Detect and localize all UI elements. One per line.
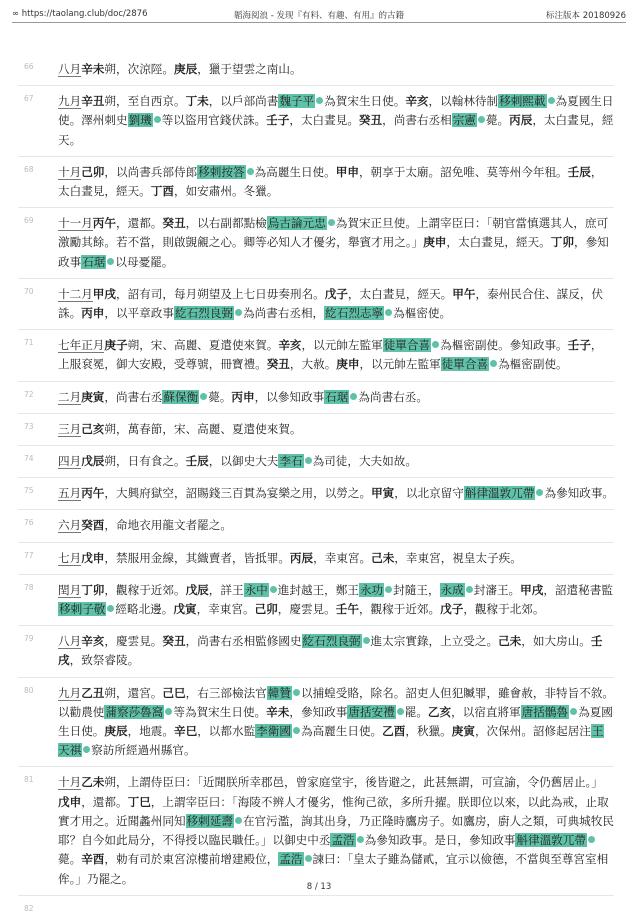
line-number: 75 <box>24 486 34 496</box>
person-tag[interactable]: 孟浩 <box>331 833 355 848</box>
line-text: 十月己卯，以尚書兵部侍郎移剌按答 為高麗生日使。甲申，朝享于太廟。詔免唯、莫等州今年租。壬辰，太白晝見，經天。丁酉，如安肅州。冬獵。 <box>58 164 603 199</box>
text-line <box>18 549 614 575</box>
line-text: 七年正月庚子朔，宋、高麗、夏遣使來賀。辛亥，以元帥左監軍徒單合喜 為樞密副使。參知政事。壬子，上服袞冕，御大安殿，受尊號，冊寶禮。癸丑，大赦。庚申，以元帥左監軍徒單合喜 為樞密副使。 <box>58 338 603 372</box>
person-tag[interactable]: 王天祺 <box>58 724 604 758</box>
text-line <box>18 684 614 768</box>
line-number: 68 <box>24 164 34 174</box>
line-number: 73 <box>24 421 34 431</box>
person-tag[interactable]: 移剌熙載 <box>499 94 546 109</box>
line-number: 67 <box>24 94 34 104</box>
header-version: 标注版本 20180926 <box>546 11 626 21</box>
person-tag[interactable]: 李石 <box>279 454 303 469</box>
person-tag[interactable]: 劉璣 <box>128 113 152 128</box>
person-tag[interactable]: 蒲察莎魯窩 <box>105 704 164 719</box>
person-tag[interactable]: 永功 <box>359 582 384 597</box>
person-tag[interactable]: 徒單合喜 <box>383 338 431 353</box>
line-text: 九月辛丑朔，至自西京。丁未，以戶部尚書魏子平 為賀宋生日使。辛亥，以翰林待制移剌熙載 為夏國生日使。澤州刺史劉璣 等以盜用官錢伏誅。壬子，太白晝見。癸丑，尚書右丞相宗憲 薨。丙辰，太白晝見，經天。 <box>58 94 614 147</box>
line-number: 81 <box>24 775 34 785</box>
person-tag[interactable]: 移剌延壽 <box>186 813 233 828</box>
text-line <box>18 60 614 86</box>
page-footer: 8 / 13 <box>306 882 332 892</box>
line-number: 72 <box>24 389 34 399</box>
person-tag[interactable]: 移剌按答 <box>198 164 245 179</box>
line-text: 八月辛未朔，次涼陘。庚辰，獵于望雲之南山。 <box>58 62 302 76</box>
person-tag[interactable]: 紇石烈良弼 <box>302 634 361 649</box>
text-line <box>18 214 614 279</box>
line-number: 66 <box>24 62 34 71</box>
line-number: 79 <box>24 634 34 644</box>
header-rule <box>12 22 626 23</box>
header-url[interactable]: ∞ https://taolang.club/doc/2876 <box>12 9 148 19</box>
line-text: 四月戊辰朔，日有食之。壬辰，以御史大夫李石 為司徒，大夫如故。 <box>58 454 417 469</box>
person-tag[interactable]: 斛律溫敦兀帶 <box>464 486 535 501</box>
text-line <box>18 285 614 330</box>
line-text: 九月乙丑朔，還宮。己巳，右三部檢法官韓贊 以捕蝗受賂，除名。詔吏人但犯贓罪，雖會赦，非特旨不敘。以勸農使蒲察莎魯窩 等為賀宋生日使。辛未，參知政事唐括安禮 罷。乙亥，以宿直將軍唐括鶻魯 為夏國生日使。庚辰，地震。辛巳，以都水監李衛國 為高麗生日使。乙酉，秋獵。庚寅，次保州。詔修起居注王天祺 察訪所經過州縣官。 <box>58 685 615 758</box>
line-number: 77 <box>24 550 34 560</box>
person-tag[interactable]: 孟浩 <box>279 852 303 867</box>
line-text: 十月乙未朔，上謂侍臣曰：「近聞朕所幸郡邑，曾家庭堂宇，後皆避之，此甚無謂，可宣諭，令仍舊居止。」戊申，還都。丁巳，上謂宰臣曰：「海陵不辨人才優劣，惟徇己欲，多所升擢。朕即位以來，以此為戒，止取實才用之。近聞蠡州同知移剌延壽 在官污濫，詢其出身，乃正隆時鷹房子。如鷹房，廚人之類，可典城牧民耶？自今如此局分，不得授以臨民職任。」以御史中丞孟浩 為參知政事。是日，參知政事斛律溫敦兀帶薨。辛酉，勅有司於東宮涼樓前增建殿位，孟浩 諫曰：「皇太子雖為儲貳，宜示以儉德，不當與至尊宮室相侔。」乃罷之。 <box>58 775 614 886</box>
header-site-title: 韜海阅浪 - 发现『有料、有趣、有用』的古籍 <box>234 11 404 21</box>
line-text: 八月辛亥，慶雲見。癸丑，尚書右丞相監修國史紇石烈良弼 進太宗實錄，上立受之。己未，如大房山。壬戌，致祭睿陵。 <box>58 634 603 668</box>
person-tag[interactable]: 徒單合喜 <box>441 357 489 372</box>
text-line <box>18 632 614 677</box>
line-text: 十二月甲戌，詔有司，每月朔望及上七日毋奏刑名。戊子，太白晝見，經天。甲午，泰州民合住、謀反，伏誅。丙申，以平章政事紇石烈良弼 為尚書右丞相，紇石烈志寧 為樞密使。 <box>58 286 604 321</box>
line-text: 六月癸酉，命地衣用龍文者罷之。 <box>58 518 232 533</box>
person-tag[interactable]: 紇石烈良弼 <box>174 306 233 321</box>
person-tag[interactable]: 李衛國 <box>256 724 291 739</box>
person-tag[interactable]: 烏古論元忠 <box>267 216 326 231</box>
text-line <box>18 581 614 626</box>
person-tag[interactable]: 蘇保衡 <box>163 389 199 404</box>
person-tag[interactable]: 紇石烈志寧 <box>325 306 384 321</box>
line-number: 69 <box>24 216 34 226</box>
text-line <box>18 516 614 542</box>
text-line <box>18 452 614 478</box>
line-text: 五月丙午，大興府獄空，詔賜錢三百貫為宴樂之用，以勞之。甲寅，以北京留守斛律溫敦兀帶 為參知政事。 <box>58 486 615 501</box>
line-number: 71 <box>24 338 34 348</box>
document-body <box>18 60 615 913</box>
person-tag[interactable]: 永成 <box>440 582 464 597</box>
person-tag[interactable]: 唐括鶻魯 <box>521 704 569 719</box>
line-text: 十一月丙午，還都。癸丑，以右副都點檢烏古論元忠 為賀宋正旦使。上謂宰臣曰：「朝官當慎選其人，庶可激勵其餘。若不當，則啟覬覦之心。卿等必知人才優劣，舉賓才用之。」庚申，太白晝見，經天。丁卯，參知政事石琚 以母憂罷。 <box>58 216 609 269</box>
line-number: 70 <box>24 286 34 296</box>
text-line <box>18 336 614 381</box>
line-number: 76 <box>24 518 34 528</box>
person-tag[interactable]: 斛律溫敦兀帶 <box>516 833 586 848</box>
line-text: 七月戊申，禁服用金線，其織賣者，皆抵罪。丙辰，幸東宮。己未，幸東宮，視皇太子疾。 <box>58 550 522 565</box>
line-text: 三月己亥朔，萬春節，宋、高麗、夏遣使來賀。 <box>58 421 302 436</box>
line-number: 82 <box>24 903 34 913</box>
text-line <box>18 388 614 414</box>
person-tag[interactable]: 魏子平 <box>279 94 315 109</box>
line-number: 78 <box>24 582 34 592</box>
person-tag[interactable]: 宗憲 <box>452 113 476 128</box>
person-tag[interactable]: 韓贊 <box>267 685 291 700</box>
person-tag[interactable]: 石琚 <box>325 389 349 404</box>
line-text: 二月庚寅，尚書右丞蘇保衡 薨。丙申，以參知政事石琚 為尚書右丞。 <box>58 389 428 404</box>
text-line <box>18 92 614 157</box>
text-line <box>18 420 614 446</box>
person-tag[interactable]: 唐括安禮 <box>348 704 395 719</box>
text-line <box>18 163 614 208</box>
line-text: 閏月丁卯，觀稼于近郊。戊辰，詳王永中 進封越王，鄭王永功 封隨王，永成 封瀋王。甲戌，詔遣秘書監移剌子敬 經略北邊。戊寅，幸東宮。己卯，慶雲見。壬午，觀稼于近郊。戊子，觀稼于北郊。 <box>58 582 613 617</box>
line-number: 74 <box>24 454 34 464</box>
person-tag[interactable]: 石琚 <box>82 254 106 269</box>
person-tag[interactable]: 移剌子敬 <box>59 602 106 617</box>
person-tag[interactable]: 永中 <box>244 582 268 597</box>
page-header <box>12 5 626 21</box>
text-line <box>18 773 614 895</box>
text-line <box>18 484 614 510</box>
line-number: 80 <box>24 685 34 695</box>
